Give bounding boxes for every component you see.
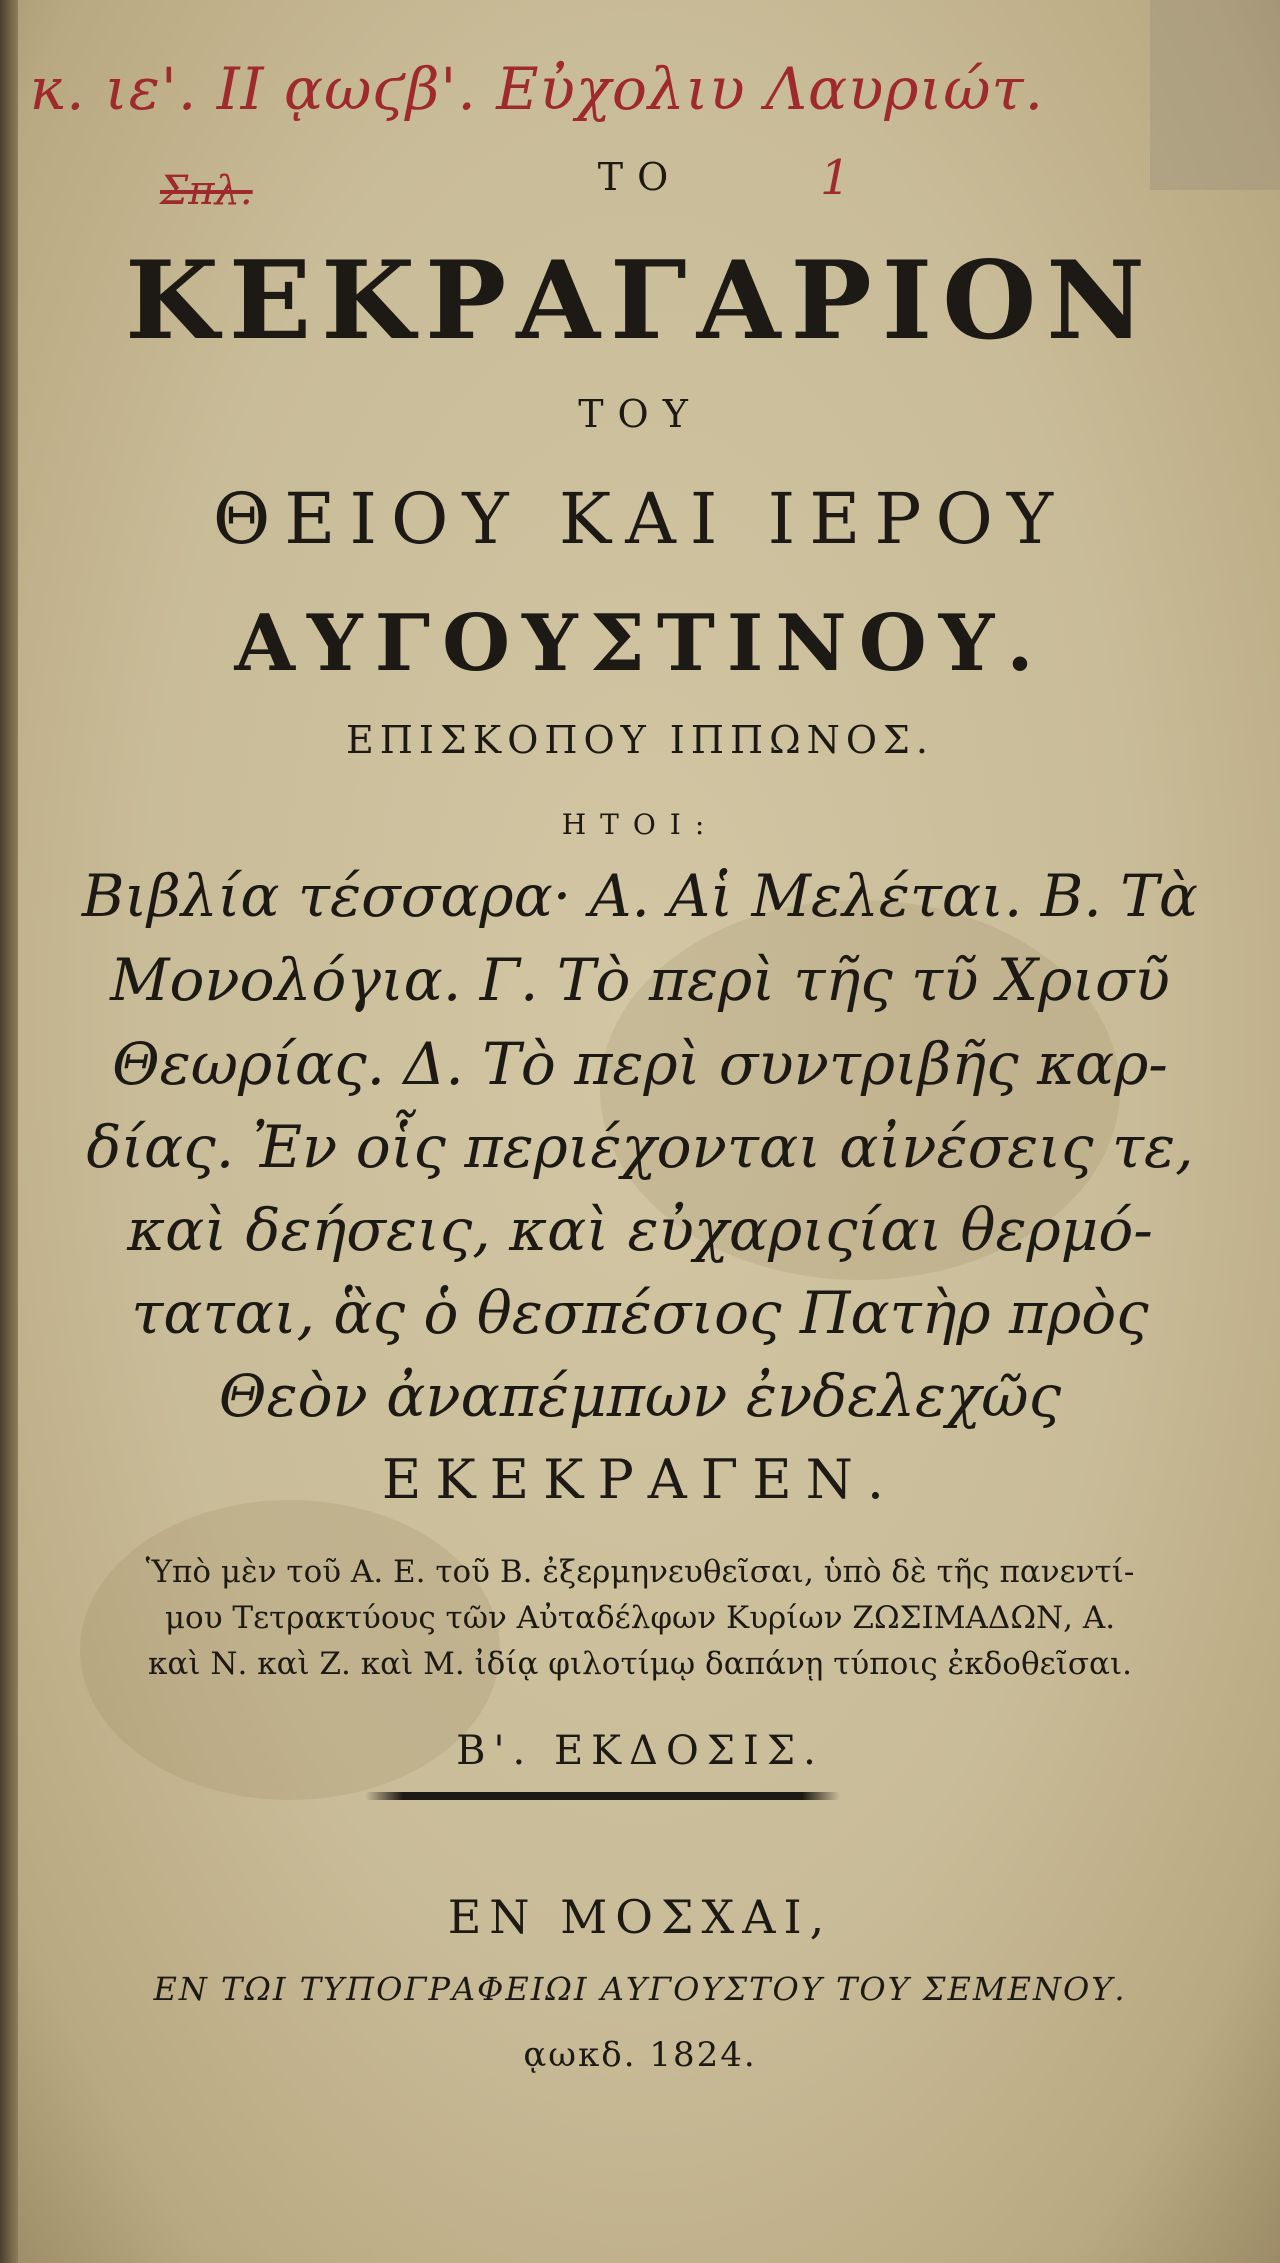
subtitle-line: Μονολόγια. Γ. Τὸ περὶ τῆς τῦ Χρισῦ	[110, 946, 1170, 1014]
subtitle-line: Θεωρίας. Δ. Τὸ περὶ συντριβῆς καρ-	[112, 1030, 1168, 1098]
subtitle-connector: ΗΤΟΙ:	[561, 808, 719, 841]
subtitle-line: Θεὸν ἀναπέμπων ἐνδελεχῶς	[218, 1362, 1062, 1430]
credits-line: καὶ Ν. καὶ Ζ. καὶ Μ. ἰδίᾳ φιλοτίμῳ δαπάνῃ τύποις ἐκδοθεῖσαι.	[148, 1646, 1132, 1682]
credits-line: μου Τετρακτύους τῶν Αὐταδέλφων Κυρίων ΖΩΣΙΜΑΔΩΝ, Α.	[164, 1600, 1116, 1636]
title-article: ΤΟ	[597, 155, 683, 199]
handwritten-struck-mark: Σπλ.	[160, 168, 253, 214]
subtitle-line: δίας. Ἐν οἷς περιέχονται αἰνέσεις τε,	[86, 1113, 1194, 1181]
author-name: ΑΥΓΟΥΣΤΙΝΟΥ.	[234, 598, 1046, 689]
credits-line: Ὑπὸ μὲν τοῦ Α. Ε. τοῦ Β. ἐξερμηνευθεῖσαι, ὑπὸ δὲ τῆς πανεντί-	[145, 1554, 1135, 1590]
title-genitive: ΤΟΥ	[578, 392, 702, 436]
handwritten-shelfmark: ĸ. ιε'. II ᾳωϛβ'. Εὐχολιυ Λαυριώτ.	[30, 55, 1045, 123]
author-office: ΕΠΙΣΚΟΠΟΥ ΙΠΠΩΝΟΣ.	[346, 718, 934, 762]
title-epithet: ΘΕΙΟΥ ΚΑΙ ΙΕΡΟΥ	[212, 478, 1068, 560]
main-title: ΚΕΚΡΑΓΑΡΙΟΝ	[124, 238, 1156, 364]
subtitle-verb: ΕΚΕΚΡΑΓΕΝ.	[381, 1448, 899, 1511]
subtitle-line: ταται, ἃς ὁ θεσπέσιος Πατὴρ πρὸς	[131, 1279, 1149, 1347]
subtitle-line: Βιβλία τέσσαρα· Α. Αἱ Μελέται. Β. Τὰ	[81, 862, 1199, 930]
divider-rule	[365, 1792, 840, 1800]
subtitle-line: καὶ δεήσεις, καὶ εὐχαριςίαι θερμό-	[127, 1196, 1153, 1264]
edition: Β'. ΕΚΔΟΣΙΣ.	[456, 1728, 824, 1774]
imprint-city: ΕΝ ΜΟΣΧΑΙ,	[447, 1890, 833, 1944]
imprint-date: ᾳωκδ. 1824.	[523, 2035, 757, 2075]
handwritten-number: 1	[820, 150, 851, 206]
imprint-printer: ΕΝ ΤΩΙ ΤΥΠΟΓΡΑΦΕΙΩΙ ΑΥΓΟΥΣΤΟΥ ΤΟΥ ΣΕΜΕΝΟΥ.	[153, 1970, 1127, 2008]
